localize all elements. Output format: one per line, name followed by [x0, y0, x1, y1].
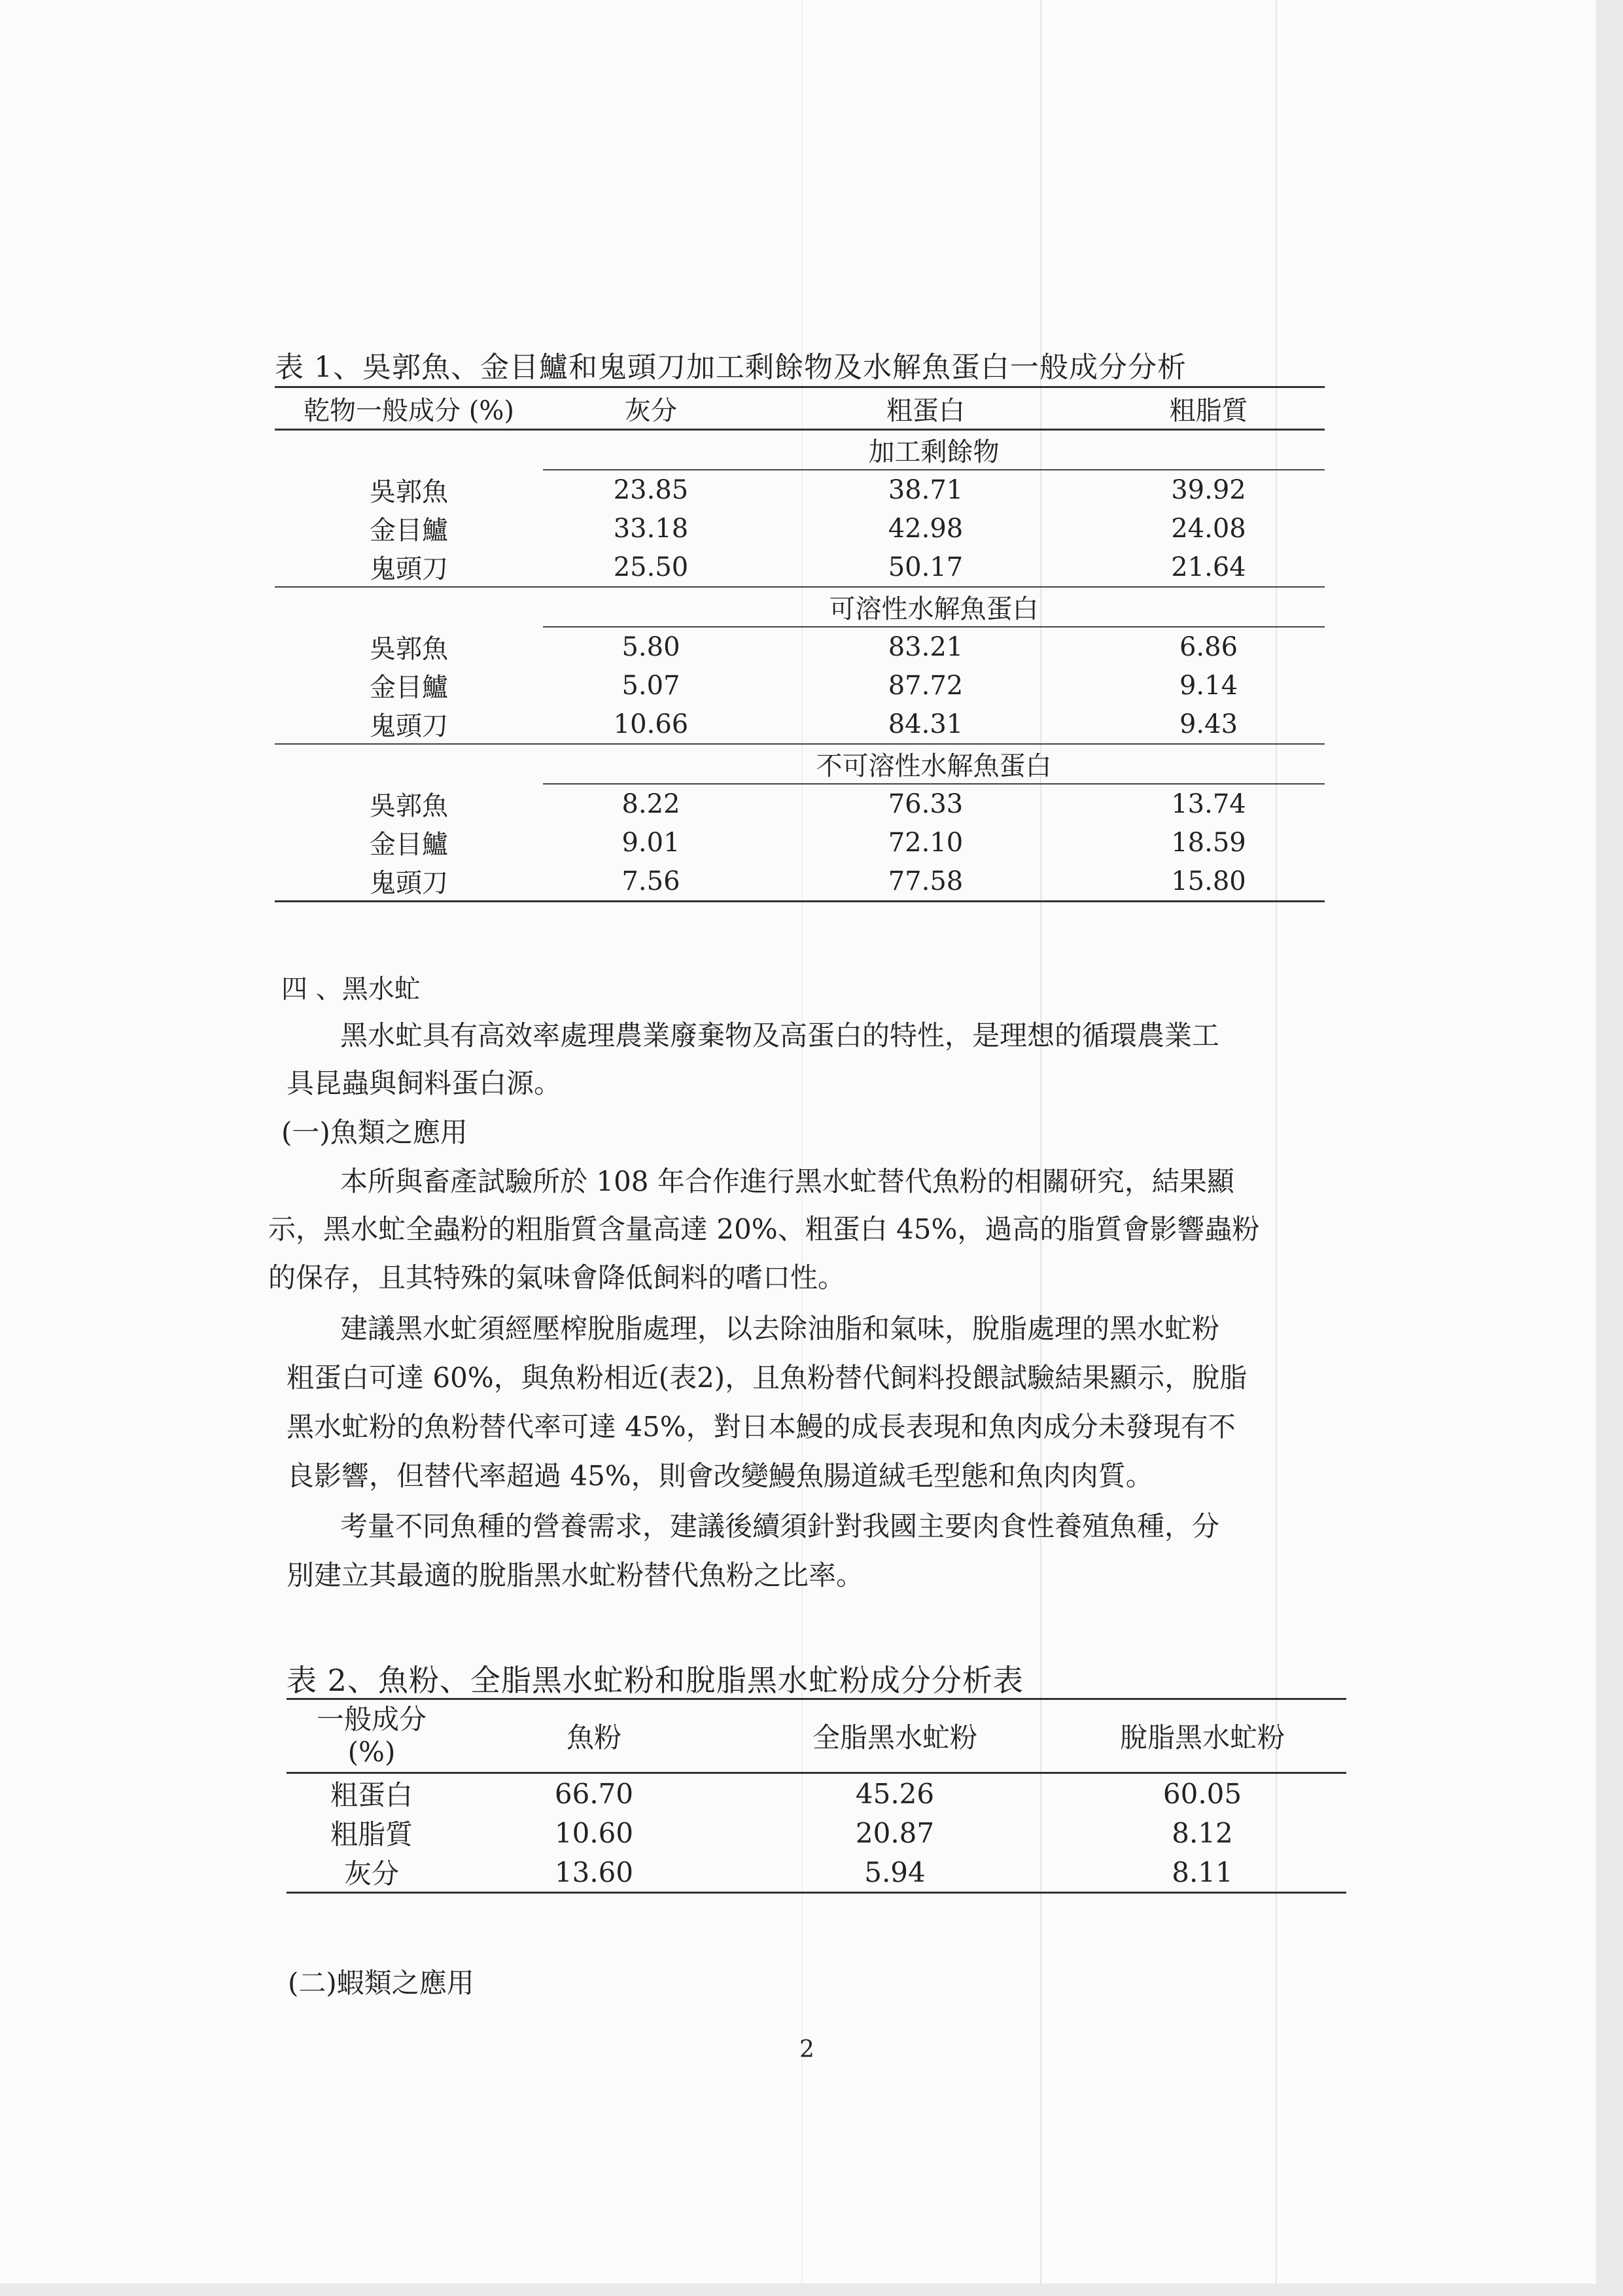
- paragraph-line: 別建立其最適的脫脂黑水虻粉替代魚粉之比率。: [287, 1559, 864, 1591]
- table1-section-title: 可溶性水解魚蛋白: [543, 587, 1325, 627]
- paragraph-line: 本所與畜產試驗所於 108 年合作進行黑水虻替代魚粉的相關研究，結果顯: [340, 1165, 1234, 1197]
- table1-cell: 15.80: [1171, 866, 1246, 896]
- table-row: [275, 823, 1325, 862]
- table2-caption: 表 2、魚粉、全脂黑水虻粉和脫脂黑水虻粉成分分析表: [287, 1663, 1024, 1698]
- table2-row-label: 灰分: [343, 1858, 399, 1890]
- table1-cell: 13.74: [1171, 788, 1246, 819]
- table1-row-label: 吳郭魚: [370, 633, 448, 664]
- table1-header-cell: 粗脂質: [1092, 387, 1325, 430]
- table1-cell: 21.64: [1092, 548, 1325, 587]
- table2-header-cell: 脫脂黑水虻粉: [1058, 1699, 1346, 1773]
- subsection-heading: (一)魚類之應用: [281, 1116, 468, 1148]
- table1-cell: 72.10: [888, 827, 964, 858]
- table1-cell: 5.80: [621, 631, 680, 662]
- paper-fold-line: [1276, 0, 1277, 2284]
- table1-caption: 表 1、吳郭魚、金目鱸和鬼頭刀加工剩餘物及水解魚蛋白一般成分分析: [275, 351, 1187, 384]
- table1-row-label: 吳郭魚: [370, 476, 448, 507]
- table1-row-label: 吳郭魚: [370, 790, 448, 821]
- table2-cell: 20.87: [855, 1816, 935, 1849]
- paper-fold-line: [1040, 0, 1041, 2284]
- table2-header-cell: [287, 1699, 457, 1773]
- table1-cell: 9.14: [1179, 670, 1238, 701]
- paragraph-line: 黑水虻粉的魚粉替代率可達 45%，對日本鰻的成長表現和魚肉成分未發現有不: [287, 1411, 1236, 1443]
- table-row: [275, 784, 1325, 823]
- table1-cell: 33.18: [613, 513, 689, 544]
- table1-header-cell: 灰分: [543, 387, 759, 430]
- table1-section-title-row: [275, 587, 1325, 627]
- table2: [287, 1698, 1346, 1894]
- table1-cell: 18.59: [1171, 827, 1246, 858]
- table1-row-label: 鬼頭刀: [275, 705, 543, 744]
- table1-cell: 8.22: [621, 788, 680, 819]
- table2-row-label: 粗脂質: [330, 1818, 413, 1850]
- paragraph-line: 黑水虻具有高效率處理農業廢棄物及高蛋白的特性，是理想的循環農業工: [340, 1019, 1220, 1051]
- table1-row-label: 金目鱸: [370, 830, 448, 860]
- table-row: [275, 509, 1325, 548]
- table1-cell: 77.58: [888, 866, 964, 896]
- paragraph-line: 具昆蟲與飼料蛋白源。: [287, 1067, 562, 1099]
- table1-cell: 39.92: [1171, 474, 1246, 505]
- table1: [275, 386, 1325, 902]
- table1-section-title: 不可溶性水解魚蛋白: [543, 744, 1325, 784]
- table2-cell: 45.26: [855, 1777, 935, 1810]
- table1-cell: 24.08: [1171, 513, 1246, 544]
- paragraph-line: 的保存，且其特殊的氣味會降低飼料的嗜口性。: [268, 1262, 846, 1294]
- table2-cell: 66.70: [554, 1777, 634, 1810]
- table1-cell: 38.71: [888, 474, 964, 505]
- table1-cell: 10.66: [543, 705, 759, 744]
- paragraph-line: 示，黑水虻全蟲粉的粗脂質含量高達 20%、粗蛋白 45%，過高的脂質會影響蟲粉: [268, 1213, 1260, 1245]
- subsection-heading: (二)蝦類之應用: [288, 1967, 474, 1999]
- table2-header-cell: 全脂黑水虻粉: [731, 1699, 1058, 1773]
- table-row: [275, 705, 1325, 744]
- table1-row-label: 金目鱸: [370, 673, 448, 703]
- table-row: [287, 1773, 1346, 1814]
- table2-header-line: (%): [347, 1736, 396, 1768]
- section-heading: 四 、黑水虻: [281, 974, 421, 1004]
- paragraph-line: 良影響，但替代率超過 45%，則會改變鰻魚腸道絨毛型態和魚肉肉質。: [287, 1460, 1153, 1492]
- table1-header-cell: 乾物一般成分 (%): [275, 387, 543, 430]
- table1-cell: 9.43: [1092, 705, 1325, 744]
- page-number: 2: [799, 2036, 814, 2063]
- table1-cell: 7.56: [621, 866, 680, 896]
- table1-cell: 50.17: [759, 548, 1092, 587]
- table-row: [287, 1813, 1346, 1852]
- table2-cell: 60.05: [1162, 1777, 1242, 1810]
- table1-cell: 83.21: [888, 631, 964, 662]
- table1-cell: 5.07: [621, 670, 680, 701]
- table1-cell: 6.86: [1179, 631, 1238, 662]
- table2-cell: 13.60: [554, 1856, 634, 1888]
- table1-section-title: 加工剩餘物: [543, 430, 1325, 470]
- table-row: [275, 470, 1325, 509]
- paragraph-line: 建議黑水虻須經壓榨脫脂處理，以去除油脂和氣味，脫脂處理的黑水虻粉: [340, 1313, 1220, 1345]
- table2-cell: 8.11: [1172, 1856, 1233, 1888]
- table1-header-row: [275, 387, 1325, 430]
- table-row: [275, 627, 1325, 666]
- table1-cell: 42.98: [888, 513, 964, 544]
- table1-cell: 25.50: [543, 548, 759, 587]
- table2-cell: 8.12: [1172, 1816, 1233, 1849]
- table-row: [275, 862, 1325, 902]
- table1-cell: 9.01: [621, 827, 680, 858]
- table1-section-title-row: [275, 744, 1325, 784]
- table1-row-label: 鬼頭刀: [275, 548, 543, 587]
- table-row: [275, 666, 1325, 705]
- table-row: [275, 548, 1325, 587]
- table1-row-label: 鬼頭刀: [370, 868, 448, 898]
- table2-cell: 5.94: [864, 1856, 926, 1888]
- table2-header-line: 一般成分: [316, 1703, 427, 1735]
- table1-cell: 84.31: [759, 705, 1092, 744]
- table1-cell: 87.72: [888, 670, 964, 701]
- table1-cell: 76.33: [888, 788, 964, 819]
- paper-fold-line: [801, 0, 803, 2284]
- table-row: [287, 1852, 1346, 1893]
- table2-row-label: 粗蛋白: [330, 1779, 413, 1811]
- paragraph-line: 考量不同魚種的營養需求，建議後續須針對我國主要肉食性養殖魚種，分: [340, 1510, 1220, 1542]
- table2-header-cell: 魚粉: [457, 1699, 731, 1773]
- table2-header-row: [287, 1699, 1346, 1773]
- table1-cell: 23.85: [613, 474, 689, 505]
- paragraph-line: 粗蛋白可達 60%，與魚粉相近(表2)，且魚粉替代飼料投餵試驗結果顯示，脫脂: [287, 1362, 1248, 1394]
- table1-section-title-row: [275, 430, 1325, 470]
- table2-cell: 10.60: [554, 1816, 634, 1849]
- table1-row-label: 金目鱸: [370, 516, 448, 546]
- table1-header-cell: 粗蛋白: [759, 387, 1092, 430]
